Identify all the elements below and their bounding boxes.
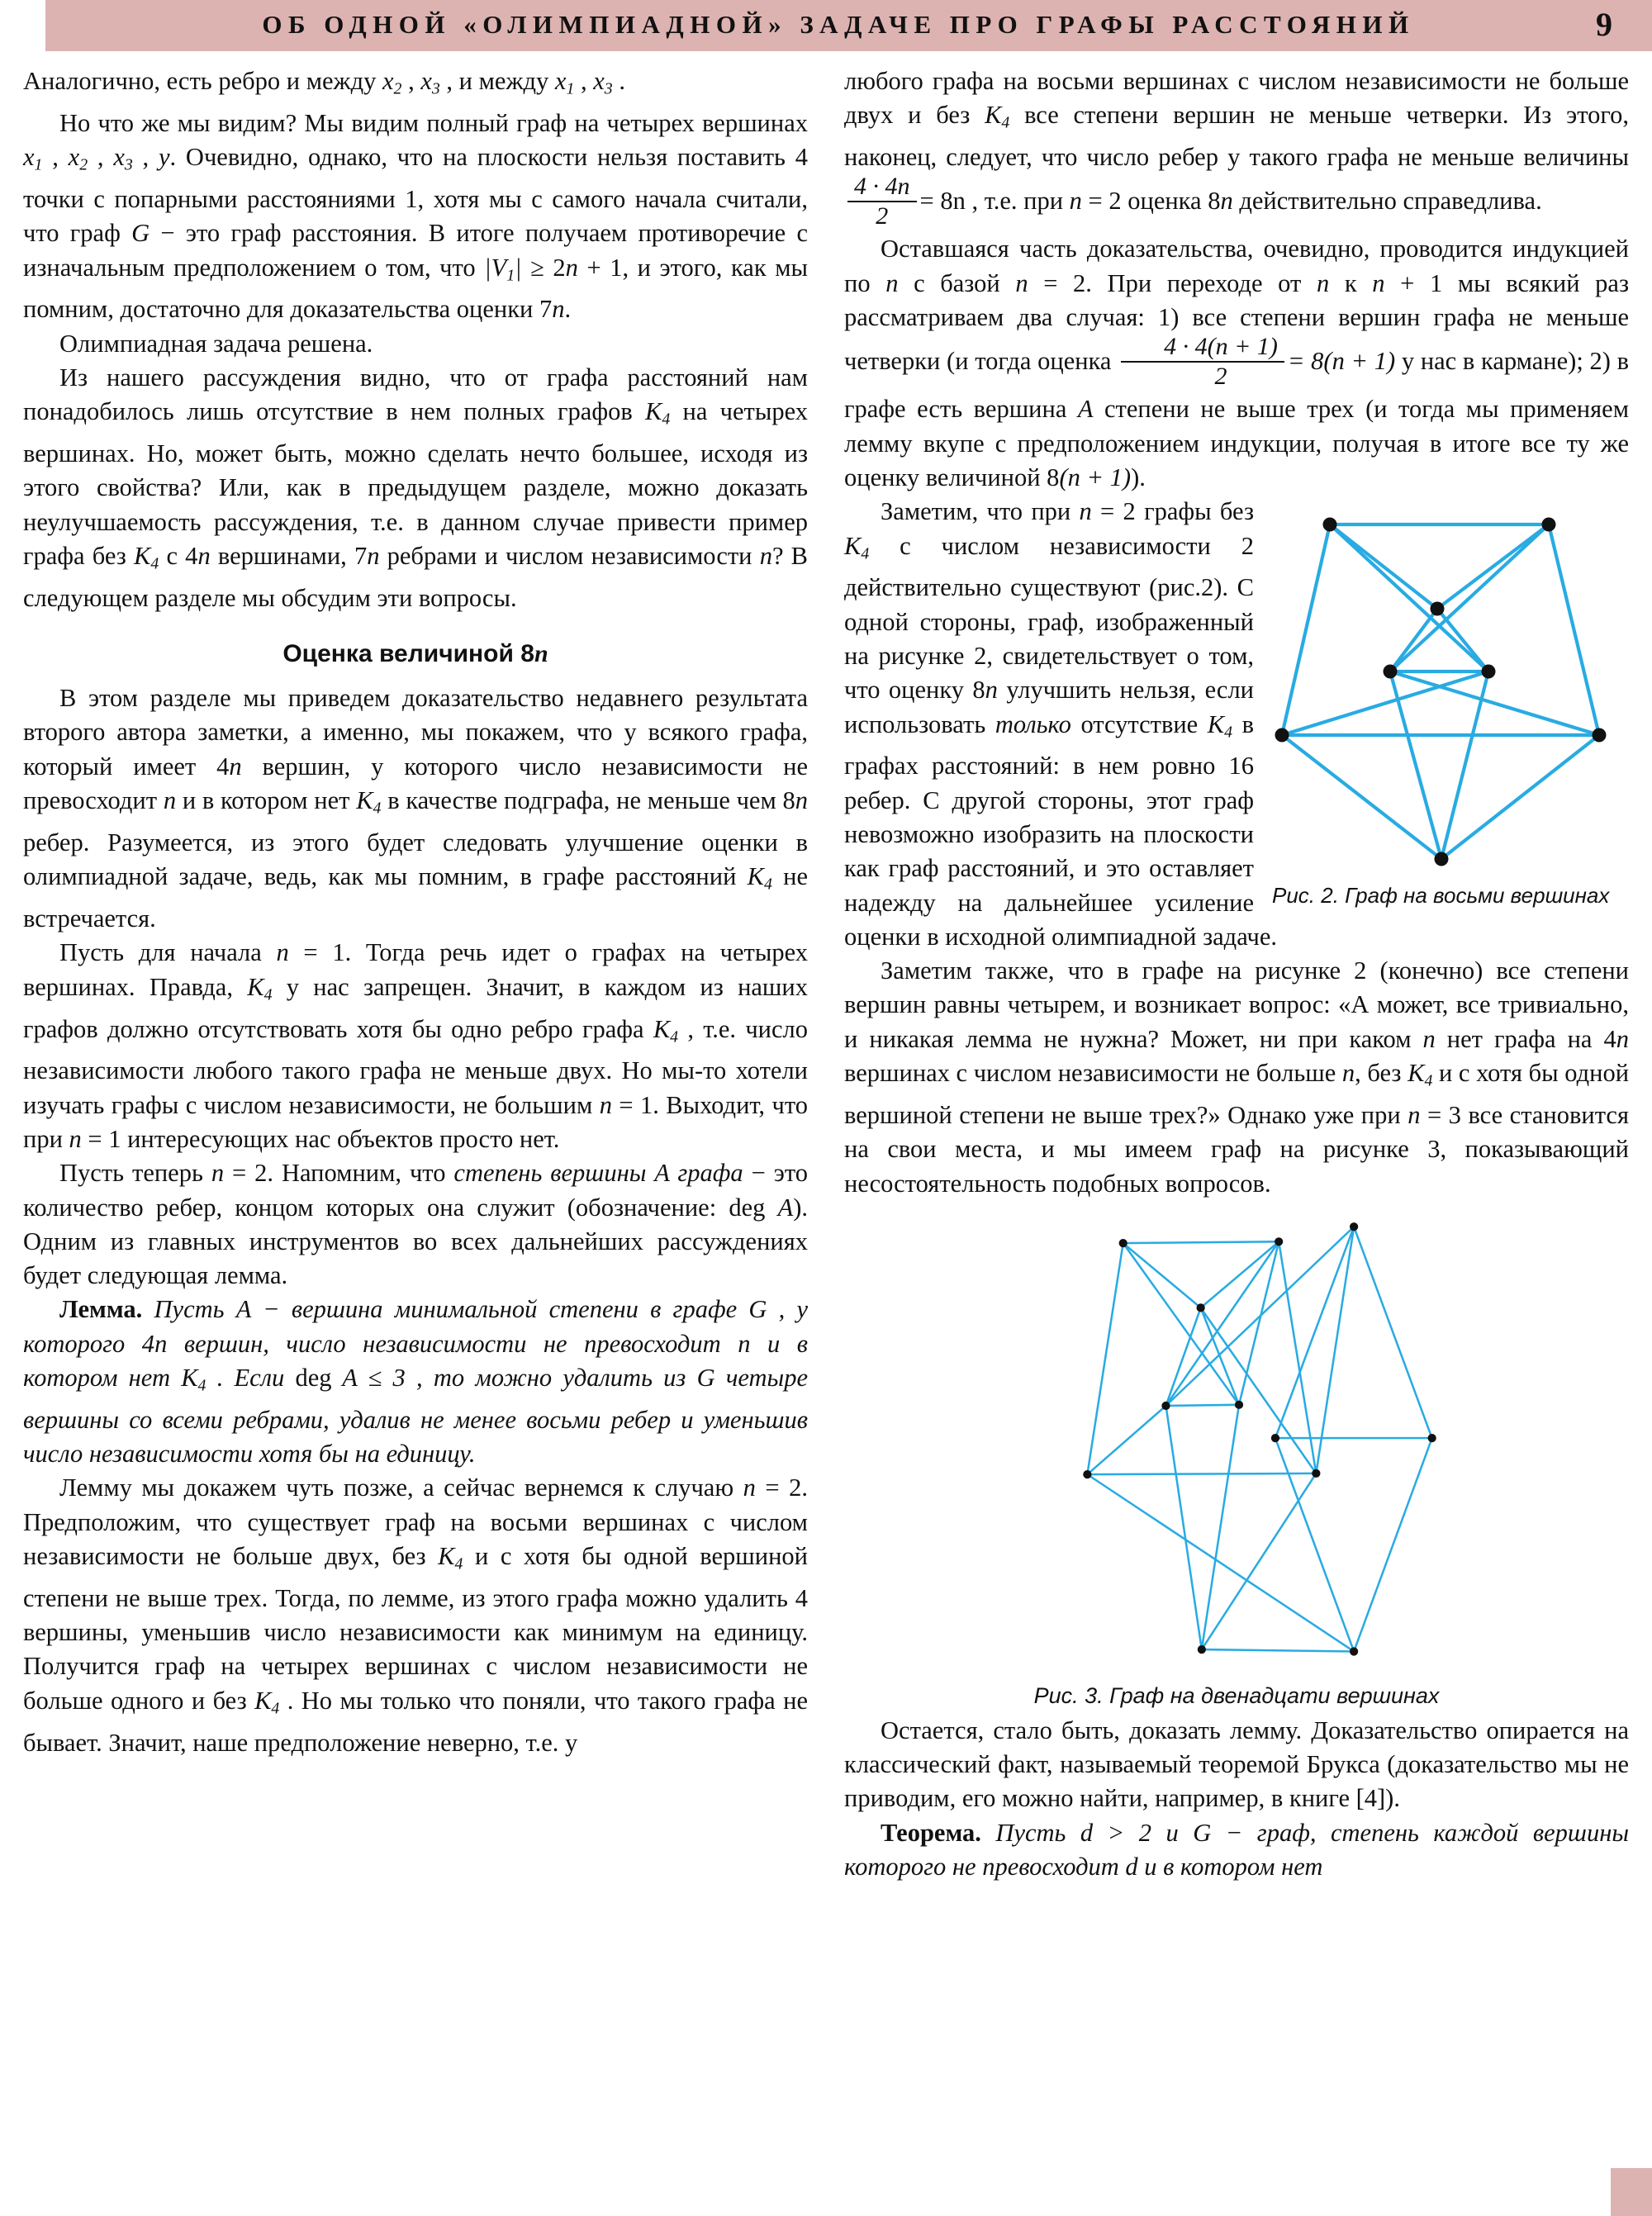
fraction-equals: = 8n ,	[919, 187, 979, 216]
graph-vertex	[1198, 1645, 1206, 1654]
figure-2-caption: Рис. 2. Граф на восьми вершинах	[1272, 883, 1610, 909]
graph-edge	[1390, 609, 1437, 671]
graph-edge	[1087, 1473, 1316, 1474]
graph-edge	[1330, 524, 1488, 671]
graph-vertex	[1482, 665, 1496, 679]
graph-edge	[1087, 1243, 1123, 1474]
figure-2	[1272, 500, 1629, 909]
section-heading: Оценка величиной 8n	[282, 640, 548, 668]
graph-edge	[1202, 1649, 1354, 1651]
figure-3-caption: Рис. 3. Граф на двенадцати вершинах	[1033, 1682, 1440, 1708]
graph-vertex	[1428, 1434, 1436, 1442]
corner-mark	[1611, 2168, 1652, 2216]
graph-vertex	[1323, 518, 1337, 532]
graph-edge	[1165, 1406, 1201, 1649]
lemma-label: Лемма.	[59, 1295, 143, 1324]
graph-edge	[1354, 1227, 1432, 1438]
paragraph-brooks: Остается, стало быть, доказать лемму. Доказательство опирается на классический факт, называемый теоремой Брукса (доказательство мы не приводим, его можно найти, например, в книге [4]).	[844, 1715, 1629, 1813]
theorem-statement: Пусть d > 2 и G − граф, степень каждой вершины которого не превосходит d и в котором нет	[844, 1818, 1629, 1881]
graph-edge	[1282, 735, 1441, 859]
graph-edge	[1549, 524, 1599, 735]
lemma-paragraph	[23, 1293, 808, 1471]
lemma-statement: Пусть A − вершина минимальной степени в графе G , у которого 4n вершин, число независимости не превосходит n и в котором нет $K_4$ . Если deg A ≤ 3 , то можно удалить из G четыре вершины со всеми ребрами, удалив не менее восьми ребер и уменьшив число независимости хотя бы на единицу.	[23, 1295, 809, 1469]
paragraph-complete-graph: Но что же мы видим? Мы видим полный граф на четырех вершинах $x_1$ , $x_2$ , $x_3$ , y. Очевидно, однако, что на плоскости нельзя поставить 4 точки с попарными расстояниями 1, хотя мы с самого начала считали, что граф G − это граф расстояния. В итоге получаем противоречие с изначальным предположением о том, что $|V_1| \ge 2n + 1$, и этого, как мы помним, достаточно для доказательства оценки 7n.	[23, 108, 809, 324]
graph-vertex	[1197, 1303, 1205, 1312]
graph-edge	[1165, 1405, 1239, 1406]
graph-vertex	[1312, 1469, 1320, 1478]
fraction-denominator: 2	[1121, 361, 1284, 391]
graph-vertex	[1593, 728, 1607, 743]
graph-vertex	[1542, 518, 1556, 532]
graph-edge	[1123, 1241, 1279, 1243]
graph-vertex	[1083, 1470, 1091, 1478]
graph-edge	[1165, 1307, 1200, 1406]
fraction-equals: = 8(n + 1)	[1287, 347, 1396, 376]
graph-vertex	[1435, 852, 1449, 866]
graph-edge	[1437, 609, 1488, 671]
graph-vertex	[1384, 665, 1398, 679]
graph-vertex	[1235, 1400, 1243, 1408]
paragraph-fig3-question: Заметим также, что в графе на рисунке 2 (конечно) все степени вершин равны четырем, и возникает вопрос: «А может, все тривиально, и никакая лемма не нужна? Может, ни при каком n нет графа на 4n вершинах с числом независимости не больше n, без $K_4$ и с хотя бы одной вершиной степени не выше трех?» Однако уже при n = 3 все становится на свои места, и мы имеем граф на рисунке 3, показывающий несостоятельность подобных вопросов.	[844, 956, 1630, 1198]
right-column	[844, 64, 1629, 1884]
graph-edge	[1087, 1474, 1354, 1651]
fraction-numerator: 4 · 4(n + 1)	[1164, 333, 1278, 361]
theorem-paragraph	[844, 1816, 1629, 1885]
page-number: 9	[1596, 6, 1612, 43]
paragraph-fig2-discussion: Заметим, что при n = 2 графы без $K_4$ с числом независимости 2 действительно существуют (рис.2). С одной стороны, граф, изображенный на рисунке 2, свидетельствует о том, что оценку 8n улучшить нельзя, если использовать только отсутствие $K_4$ в графах расстояний: в нем ровно 16 ребер. С другой стороны, этот граф невозможно изобразить на плоскости как граф расстояний, и это оставляет надежду на дальнейшее усиление оценки в исходной олимпиадной задаче.	[844, 497, 1278, 951]
graph-vertex	[1271, 1434, 1279, 1442]
paragraph-section-intro: В этом разделе мы приведем доказательство недавнего результата второго автора заметки, а именно, мы покажем, что у всякого графа, который имеет 4n вершин, у которого число независимости не превосходит n и в котором нет $K_4$ в качестве подграфа, не меньше чем 8n ребер. Разумеется, из этого будет следовать улучшение оценки в олимпиадной задаче, ведь, как мы помним, в графе расстояний $K_4$ не встречается.	[23, 684, 809, 933]
fraction-denominator: 2	[847, 201, 917, 230]
figure-3-graph	[865, 1216, 1608, 1678]
graph-edge	[1282, 671, 1488, 735]
paragraph-induction: Оставшаяся часть доказательства, очевидно, проводится индукцией по n с базой n = 2. При переходе от n к n + 1 мы всякий раз рассматриваем два случая: 1) все степени вершин графа не меньше четверки (и тогда оценка $\frac{4 \cdot 4(n + 1)}{2}$ = 8(n + 1) у нас в кармане); 2) в графе есть вершина A степени не выше трех (и тогда мы применяем лемму вкупе с предположением индукции, получая в итоге все ту же оценку величиной 8(n + 1)).	[844, 235, 1629, 491]
graph-edge	[1087, 1406, 1165, 1474]
running-head-title: ОБ ОДНОЙ «ОЛИМПИАДНОЙ» ЗАДАЧЕ ПРО ГРАФЫ РАССТОЯНИЙ	[262, 10, 1415, 39]
graph-vertex	[1350, 1222, 1358, 1231]
graph-edge	[1441, 671, 1488, 859]
graph-edge	[1316, 1227, 1354, 1473]
paragraph-k4-discussion: Из нашего рассуждения видно, что от графа расстояний нам понадобилось лишь отсутствие в нем полных графов $K_4$ на четырех вершинах. Но, может быть, можно сделать нечто большее, исходя из этого свойства? Или, как в предыдущем разделе, можно доказать неулучшаемость рассуждения, т.е. в данном случае привести пример графа без $K_4$ с 4n вершинами, 7n ребрами и числом независимости n? В следующем разделе мы обсудим эти вопросы.	[23, 363, 808, 612]
graph-vertex	[1275, 728, 1289, 743]
graph-vertex	[1119, 1239, 1127, 1247]
fraction-numerator: 4 · 4n	[854, 173, 910, 201]
figure-2-graph	[1272, 500, 1629, 875]
graph-edge	[1165, 1227, 1354, 1406]
graph-edge	[1275, 1227, 1354, 1438]
paragraph-continued: Аналогично, есть ребро и между $x_2$ , $x_3$ , и между $x_1$ , $x_3$ .	[23, 67, 625, 98]
graph-edge	[1201, 1307, 1317, 1473]
graph-vertex	[1161, 1402, 1170, 1410]
fraction-8n1	[1121, 333, 1284, 391]
graph-vertex	[1431, 602, 1445, 616]
graph-edge	[1390, 671, 1599, 735]
fraction-8n	[847, 173, 917, 230]
graph-edge	[1441, 735, 1599, 859]
paragraph-case-n1: Пусть для начала n = 1. Тогда речь идет о графах на четырех вершинах. Правда, $K_4$ у нас запрещен. Значит, в каждом из наших графов должно отсутствовать хотя бы одно ребро графа $K_4$ , т.е. число независимости любого такого графа не меньше двух. Но мы-то хотели изучать графы с числом независимости, не большим n = 1. Выходит, что при n = 1 интересующих нас объектов просто нет.	[23, 938, 808, 1153]
graph-edge	[1354, 1438, 1432, 1651]
paragraph-degree-bound: любого графа на восьми вершинах с числом независимости не больше двух и без $K_4$ все степени вершин не меньше четверки. Из этого, наконец, следует, что число ребер у такого графа не меньше величины $\frac{4 \cdot 4n}{2}$ = 8n , т.е. при n = 2 оценка 8n действительно справедлива.	[844, 67, 1629, 230]
paragraph-problem-solved: Олимпиадная задача решена.	[59, 329, 373, 358]
paragraph-lemma-application: Лемму мы докажем чуть позже, а сейчас вернемся к случаю n = 2. Предположим, что существует граф на восьми вершинах с числом независимости не больше двух, без $K_4$ и с хотя бы одной вершиной степени не выше трех. Тогда, по лемме, из этого графа можно удалить 4 вершины, уменьшив число независимости как минимум на единицу. Получится граф на четырех вершинах с числом независимости не больше одного и без $K_4$ . Но мы только что поняли, что такого графа не бывает. Значит, наше предположение неверно, т.е. у	[23, 1473, 808, 1757]
left-column	[23, 64, 808, 1760]
graph-vertex	[1275, 1237, 1283, 1246]
graph-edge	[1282, 524, 1330, 735]
graph-vertex	[1350, 1647, 1358, 1655]
figure-3	[844, 1216, 1629, 1709]
graph-edge	[1437, 524, 1549, 609]
theorem-label: Теорема.	[881, 1818, 981, 1847]
graph-edge	[1239, 1241, 1279, 1405]
paragraph-case-n2-degree: Пусть теперь n = 2. Напомним, что степень вершины A графа − это количество ребер, концом которых она служит (обозначение: deg A). Одним из главных инструментов во всех дальнейших рассуждениях будет следующая лемма.	[23, 1159, 808, 1290]
graph-edge	[1202, 1405, 1239, 1649]
